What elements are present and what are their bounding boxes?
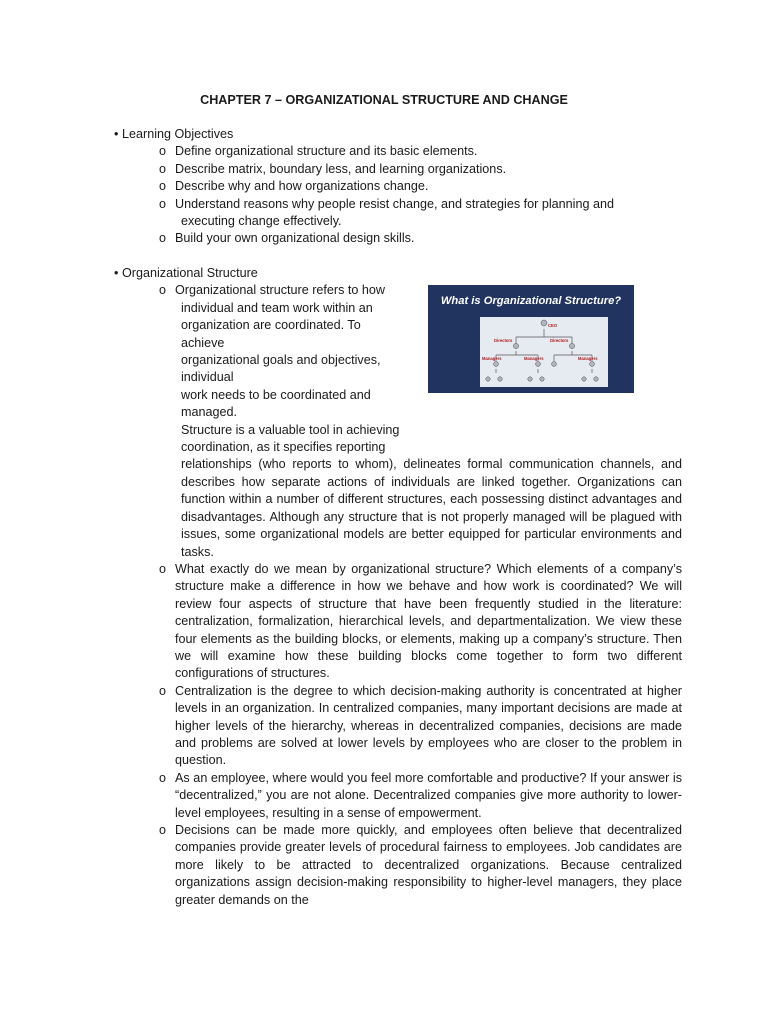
paragraph: What exactly do we mean by organizational structure? Which elements of a company’s structure make a difference in how we behave and how work is coordinated? We will review four aspects of structure that have been frequently studied in the literature: centralization, formalization, hierarchical levels, and departmentalization. We view these four elements as the building blocks, or elements, making up a company’s structure. Then we will examine how these building blocks come together to form two different configurations of structures. — [175, 561, 682, 681]
person-icon — [513, 343, 518, 348]
circle-bullet-icon: o — [159, 283, 167, 298]
circle-bullet-icon: o — [159, 823, 167, 837]
circle-bullet-icon: o — [159, 231, 167, 246]
circle-bullet-icon: o — [159, 770, 167, 785]
person-icon — [582, 377, 586, 381]
list-item — [114, 683, 682, 770]
list-item: o Describe matrix, boundary less, and learning organizations. — [114, 161, 674, 178]
person-icon — [540, 377, 544, 381]
learning-objectives-section — [114, 126, 674, 248]
org-node-label: Managers — [524, 356, 544, 361]
person-icon — [590, 362, 595, 367]
org-node-label: Managers — [578, 356, 598, 361]
list-item — [114, 561, 682, 683]
person-icon — [494, 362, 499, 367]
circle-bullet-icon: o — [159, 196, 167, 211]
figure-title: What is Organizational Structure? — [440, 295, 622, 307]
list-item: o Define organizational structure and its basic elements. — [114, 143, 674, 160]
learning-objectives-heading: • Learning Objectives — [114, 126, 674, 143]
paragraph: Decisions can be made more quickly, and employees often believe that decentralized companies provide greater levels of procedural fairness to employees. Job candidates are more likely to be attracted to decentralized organizations. Because centralized organizations assign decision-making responsibility to higher-level managers, they place greater demands on the — [175, 823, 682, 907]
paragraph: Centralization is the degree to which decision-making authority is concentrated at higher levels in an organization. In centralized companies, many important decisions are made at higher levels of the hierarchy, whereas in decentralized companies, decisions are made and problems are solved at lower levels by employees who are closer to the problem in question. — [175, 683, 682, 768]
paragraph: As an employee, where would you feel more comfortable and productive? If your answer is “decentralized,” you are not alone. Decentralized companies give more authority to lower-level employees, resulting in a sense of empowerment. — [175, 770, 682, 820]
list-item: o Describe why and how organizations change. — [114, 178, 674, 195]
list-item — [114, 770, 682, 822]
person-icon — [528, 377, 532, 381]
person-icon — [498, 377, 502, 381]
circle-bullet-icon: o — [159, 683, 167, 698]
org-structure-figure — [428, 285, 634, 393]
org-structure-heading: • Organizational Structure — [114, 265, 682, 282]
bullet-icon: • — [114, 127, 119, 141]
person-icon — [594, 377, 598, 381]
paragraph: Organizational structure refers to how individual and team work within an organization are coordinated. To achieve organizational goals and objectives, individual work needs to be coordinated and managed. Structure is a valuable tool in achieving coordination, as it specifies reporting relationships (who reports to whom), delineates formal communication channels, and describes how separate actions of individuals are linked together. Organizations can function within a number of different structures, each possessing distinct advantages and disadvantages. Although any structure that is not properly managed will be plagued with issues, some organizational models are better equipped for particular environments and tasks. — [175, 283, 682, 559]
chapter-title: CHAPTER 7 – ORGANIZATIONAL STRUCTURE AND CHANGE — [200, 93, 568, 107]
bullet-icon: • — [114, 266, 119, 280]
circle-bullet-icon: o — [159, 561, 167, 576]
person-icon — [536, 362, 541, 367]
objectives-list — [114, 143, 674, 247]
person-icon — [552, 362, 557, 367]
org-node-label: Directors — [550, 338, 569, 343]
org-node-label: Managers — [482, 356, 502, 361]
person-icon — [541, 320, 547, 326]
list-item — [114, 822, 682, 909]
org-chart-diagram — [480, 317, 608, 387]
list-item: o Build your own organizational design skills. — [114, 230, 674, 247]
person-icon — [569, 343, 574, 348]
person-icon — [486, 377, 490, 381]
circle-bullet-icon: o — [159, 144, 167, 159]
org-chart-panel — [480, 317, 608, 387]
circle-bullet-icon: o — [159, 179, 167, 194]
circle-bullet-icon: o — [159, 161, 167, 176]
org-node-label: CEO — [548, 323, 558, 328]
org-node-label: Directors — [494, 338, 513, 343]
list-item: o Understand reasons why people resist change, and strategies for planning and executing change effectively. — [159, 196, 614, 229]
